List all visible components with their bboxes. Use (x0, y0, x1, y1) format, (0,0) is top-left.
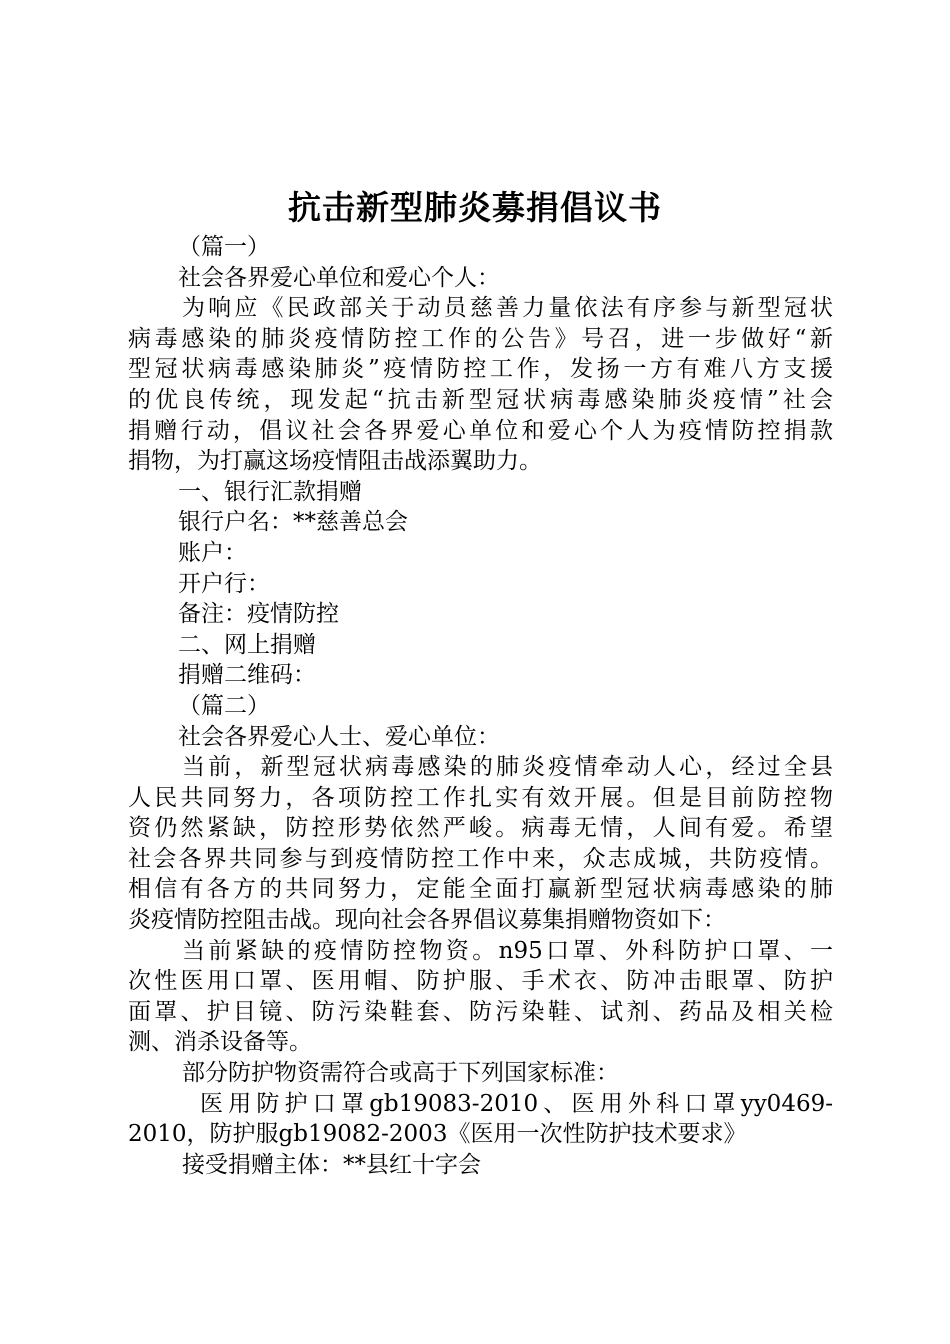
paragraph-line: 病毒感染的肺炎疫情防控工作的公告》号召，进一步做好“新 (128, 325, 833, 352)
paragraph-line: 相信有各方的共同努力，定能全面打赢新型冠状病毒感染的肺 (128, 876, 833, 903)
bank-remark: 备注：疫情防控 (178, 601, 339, 628)
salutation-1: 社会各界爱心单位和爱心个人： (178, 264, 500, 291)
document-body (128, 232, 833, 1180)
section-heading-part-2: （篇二） (178, 692, 270, 719)
paragraph-line: 测、消杀设备等。 (128, 1029, 312, 1056)
document-title: 抗击新型肺炎募捐倡议书 (288, 188, 662, 227)
paragraph-line: 型冠状病毒感染肺炎”疫情防控工作，发扬一方有难八方支援 (128, 356, 833, 383)
list-heading-bank: 一、银行汇款捐赠 (178, 478, 362, 505)
standards-line: 医用防护口罩gb19083-2010、医用外科口罩yy0469- (200, 1090, 833, 1117)
paragraph-line: 当前，新型冠状病毒感染的肺炎疫情牵动人心，经过全县 (182, 754, 833, 781)
donation-qr-label: 捐赠二维码： (178, 662, 316, 689)
paragraph-line: 次性医用口罩、医用帽、防护服、手术衣、防冲击眼罩、防护 (128, 968, 833, 995)
paragraph-line: 为响应《民政部关于动员慈善力量依法有序参与新型冠状 (182, 295, 833, 322)
paragraph-line: 的优良传统，现发起“抗击新型冠状病毒感染肺炎疫情”社会 (128, 386, 833, 413)
paragraph-line: 面罩、护目镜、防污染鞋套、防污染鞋、试剂、药品及相关检 (128, 998, 833, 1025)
bank-account-number: 账户： (178, 539, 247, 566)
bank-account-name: 银行户名：**慈善总会 (178, 509, 408, 536)
paragraph-line: 人民共同努力，各项防控工作扎实有效开展。但是目前防控物 (128, 784, 833, 811)
paragraph-line: 当前紧缺的疫情防控物资。n95口罩、外科防护口罩、一 (182, 937, 833, 964)
bank-branch: 开户行： (178, 570, 270, 597)
paragraph-line: 炎疫情防控阻击战。现向社会各界倡议募集捐赠物资如下： (128, 907, 726, 934)
paragraph-line: 捐物，为打赢这场疫情阻击战添翼助力。 (128, 448, 542, 475)
paragraph-line: 社会各界共同参与到疫情防控工作中来，众志成城，共防疫情。 (128, 845, 833, 872)
section-heading-part-1: （篇一） (178, 234, 270, 260)
salutation-2: 社会各界爱心人士、爱心单位： (178, 723, 500, 750)
recipient-line: 接受捐赠主体：**县红十字会 (182, 1151, 481, 1178)
paragraph-line: 捐赠行动，倡议社会各界爱心单位和爱心个人为疫情防控捐款 (128, 417, 833, 444)
list-heading-online: 二、网上捐赠 (178, 631, 316, 658)
standards-line: 2010，防护服gb19082-2003《医用一次性防护技术要求》 (128, 1121, 747, 1148)
paragraph-line: 资仍然紧缺，防控形势依然严峻。病毒无情，人间有爱。希望 (128, 815, 833, 842)
standards-heading: 部分防护物资需符合或高于下列国家标准： (182, 1060, 619, 1087)
